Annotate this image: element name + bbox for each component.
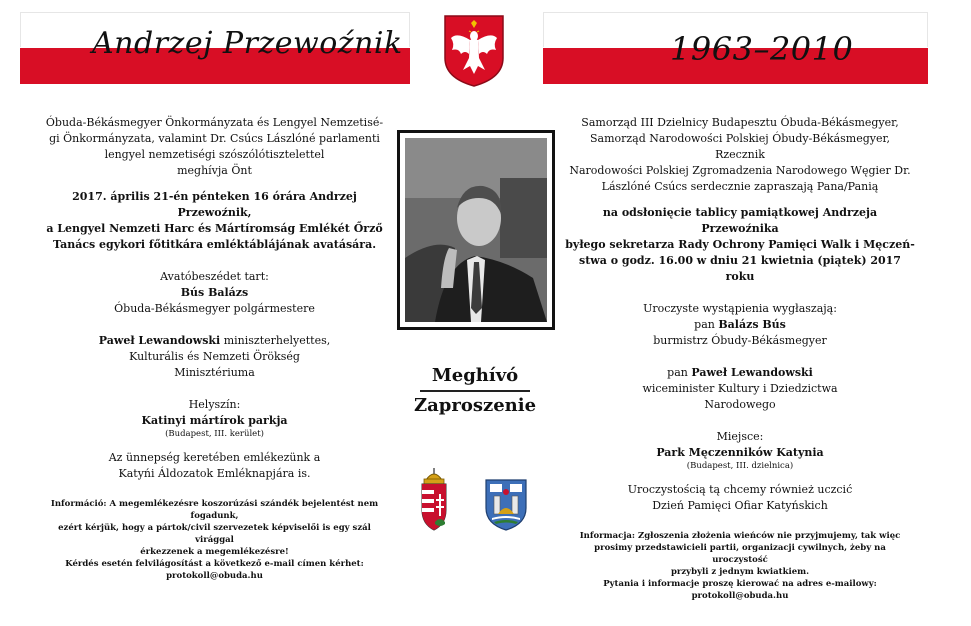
info-note-line: Kérdés esetén felvilágosítást a következő e-mail címen kérhet:	[65, 559, 364, 569]
info-note-line: Informacja: Zgłoszenia złożenia wieńców nie przyjmujemy, tak więc	[579, 531, 901, 541]
speaker-role: wiceminister Kultury i Dziedzictwa	[642, 382, 838, 395]
title-divider	[420, 390, 530, 392]
polish-eagle-emblem-icon	[443, 14, 505, 88]
email-link[interactable]: protokoll@obuda.hu	[691, 591, 789, 601]
invitation-title-hungarian: Meghívó	[431, 365, 519, 386]
memory-line: Az ünnepség keretében emlékezünk a	[108, 451, 321, 464]
info-note-line: prosimy przedstawicieli partii, organizacji cywilnych, żeby na uroczystość	[594, 543, 886, 565]
place-label: Helyszín:	[188, 398, 241, 411]
speaker-role: burmistrz Óbudy-Békásmegyer	[653, 334, 827, 347]
event-line: na odsłonięcie tablicy pamiątkowej Andrzeja Przewoźnika	[602, 206, 878, 235]
hungarian-text-column	[42, 115, 387, 582]
speaker-role: Minisztériuma	[174, 366, 255, 379]
event-line: a Lengyel Nemzeti Harc és Mártíromság Emlékét Őrző	[46, 222, 383, 235]
speaker-name: Paweł Lewandowski	[691, 366, 813, 379]
info-note-line: Pytania i informacje proszę kierować na adres e-mailowy:	[603, 579, 877, 589]
intro-line: gi Önkormányzata, valamint Dr. Csúcs Lászlóné parlamenti	[49, 132, 380, 145]
speaker-role: Narodowego	[704, 398, 776, 411]
memory-line: Katyńi Áldozatok Emléknapjára is.	[118, 467, 311, 480]
portrait-frame	[397, 130, 555, 330]
intro-line: meghívja Önt	[177, 164, 252, 177]
place-label: Miejsce:	[716, 430, 764, 443]
intro-line: Óbuda-Békásmegyer Önkormányzata és Lengyel Nemzetisé-	[45, 116, 384, 129]
speaker-name: Paweł Lewandowski	[98, 334, 221, 347]
memory-line: Dzień Pamięci Ofiar Katyńskich	[652, 499, 828, 512]
intro-line: Samorząd III Dzielnicy Budapesztu Óbuda-Békásmegyer,	[581, 116, 899, 129]
intro-line: Narodowości Polskiej Zgromadzenia Narodowego Węgier Dr.	[569, 164, 911, 177]
intro-line: lengyel nemzetiségi szószólótisztelettel	[104, 148, 325, 161]
info-note-line: przybyli z jednym kwiatkiem.	[670, 567, 810, 577]
info-note-line: érkezzenek a megemlékezésre!	[140, 547, 289, 557]
event-line: stwa o godz. 16.00 w dniu 21 kwietnia (piątek) 2017 roku	[579, 254, 901, 283]
intro-line: Samorząd Narodowości Polskiej Óbudy-Békásmegyer, Rzecznik	[589, 132, 891, 161]
years-title: 1963–2010	[670, 30, 854, 68]
name-title: Andrzej Przewoźnik	[92, 26, 403, 61]
intro-line: Lászlóné Csúcs serdecznie zapraszają Pana/Panią	[601, 180, 879, 193]
info-note-line: Információ: A megemlékezésre koszorúzási szándék bejelentést nem fogadunk,	[50, 499, 379, 521]
event-line: Tanács egykori főtitkára emléktáblájának avatására.	[52, 238, 377, 251]
place-detail: (Budapest, III. kerület)	[165, 429, 264, 439]
speaker-role: Óbuda-Békásmegyer polgármestere	[114, 302, 315, 315]
place-name: Katinyi mártírok parkja	[141, 414, 288, 427]
info-note-line: ezért kérjük, hogy a pártok/civil szervezetek képviselői is egy szál virággal	[58, 523, 371, 545]
speaker-prefix: pan	[694, 318, 719, 331]
speaker-name: Bús Balázs	[180, 286, 249, 299]
portrait-photo	[405, 138, 547, 322]
speaker-prefix: pan	[667, 366, 692, 379]
memory-line: Uroczystością tą chcemy również uczcić	[627, 483, 853, 496]
event-line: byłego sekretarza Rady Ochrony Pamięci Walk i Męczeń-	[565, 238, 915, 251]
speaker-role: miniszterhelyettes,	[220, 334, 331, 347]
event-line: 2017. április 21-én pénteken 16 órára Andrzej Przewoźnik,	[72, 190, 357, 219]
obuda-bekasmegyer-coat-of-arms-icon	[484, 474, 528, 532]
invitation-title-polish: Zaproszenie	[413, 395, 537, 416]
email-link[interactable]: protokoll@obuda.hu	[166, 571, 263, 581]
hungarian-coat-of-arms-icon	[418, 466, 450, 532]
speech-label: Uroczyste wystąpienia wygłaszają:	[643, 302, 837, 315]
speaker-role: Kulturális és Nemzeti Örökség	[129, 350, 300, 363]
speech-label: Avatóbeszédet tart:	[160, 270, 269, 283]
place-name: Park Męczenników Katynia	[656, 446, 824, 459]
speaker-name: Balázs Bús	[718, 318, 786, 331]
polish-text-column	[565, 115, 915, 602]
place-detail: (Budapest, III. dzielnica)	[686, 461, 794, 471]
